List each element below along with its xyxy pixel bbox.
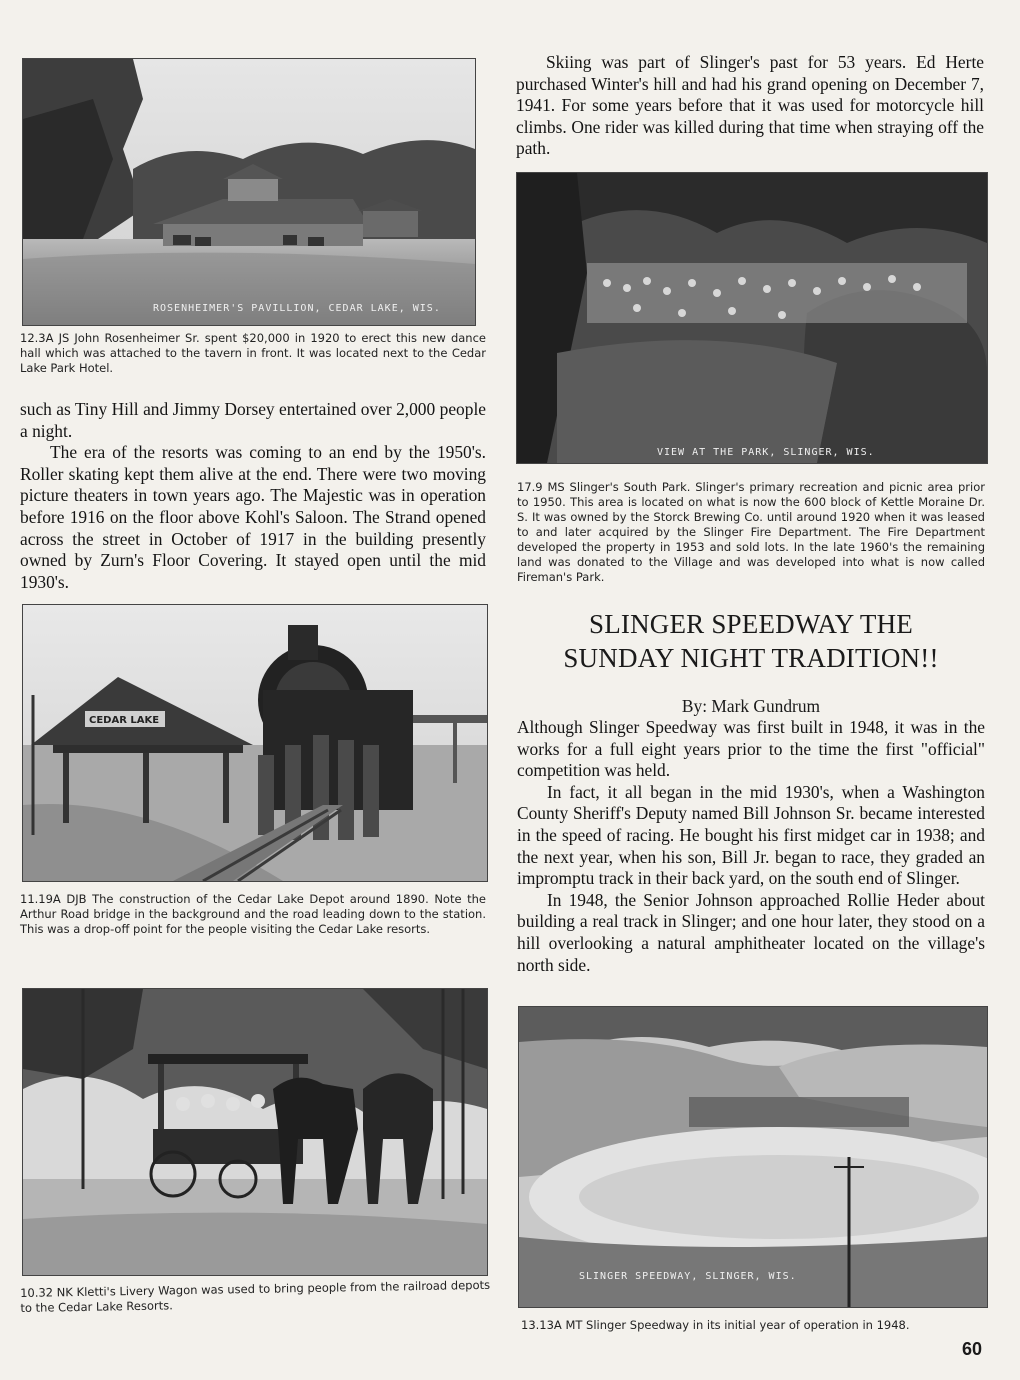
south-park-caption: 17.9 MS Slinger's South Park. Slinger's primary recreation and picnic area prior to 1950. This area is located on what is now the 600 block of Kettle Moraine Dr. S. It was owned by the Storck Brewing Co. until around 1920 when it was leased to and later acquired by the Slinger Fire Department. The Fire Department developed the property in 1953 and sold lots. In the late 1960's the remaining land was donated to the Village and was developed into what is now called Fireman's Park. bbox=[517, 480, 985, 584]
headline-line-1: SLINGER SPEEDWAY THE bbox=[588, 609, 914, 639]
south-park-photo bbox=[516, 172, 988, 464]
speedway-photo bbox=[518, 1006, 988, 1308]
depot-sign: CEDAR LAKE bbox=[89, 715, 160, 726]
south-park-photo-label: VIEW AT THE PARK, SLINGER, WIS. bbox=[657, 447, 875, 458]
article-headline bbox=[516, 607, 986, 675]
article-body bbox=[517, 717, 985, 976]
article-paragraph-3: In 1948, the Senior Johnson approached Rollie Heder about building a real track in Slinger; and one hour later, they stood on a hill overlooking a natural amphitheater located on the village's north side. bbox=[517, 889, 985, 975]
dance-hall-photo bbox=[22, 58, 476, 326]
dance-hall-caption: 12.3A JS John Rosenheimer Sr. spent $20,000 in 1920 to erect this new dance hall which was attached to the tavern in front. It was located next to the Cedar Lake Park Hotel. bbox=[20, 331, 486, 375]
page-number: 60 bbox=[962, 1339, 983, 1359]
article-paragraph-2: In fact, it all began in the mid 1930's, when a Washington County Sheriff's Deputy named Bill Johnson Sr. became interested in the speed of racing. He bought his first midget car in 1938; and the next year, when his son, Bill Jr. began to race, they graded an impromptu track in their back yard, on the south end of Slinger. bbox=[517, 781, 985, 889]
article-byline: By: Mark Gundrum bbox=[681, 696, 821, 716]
left-paragraph-2: The era of the resorts was coming to an end by the 1950's. Roller skating kept them alive at the end. There were two moving picture theaters in town years ago. The Majestic was in operation before 1916 on the floor above Kohl's Saloon. The Strand opened across the street in October of 1917 in the building presently owned by Zurn's Floor Covering. It stayed open until the mid 1930's. bbox=[20, 442, 486, 592]
speedway-caption: 13.13A MT Slinger Speedway in its initial year of operation in 1948. bbox=[521, 1318, 910, 1332]
right-intro-text: Skiing was part of Slinger's past for 53 years. Ed Herte purchased Winter's hill and had his grand opening on December 7, 1941. For some years before that it was used for motorcycle hill climbs. One rider was killed during that time when straying off the path. bbox=[516, 52, 984, 159]
depot-photo bbox=[22, 604, 488, 882]
livery-wagon-caption: 10.32 NK Kletti's Livery Wagon was used to bring people from the railroad depots to the Cedar Lake Resorts. bbox=[20, 1277, 491, 1315]
left-paragraph-1: such as Tiny Hill and Jimmy Dorsey entertained over 2,000 people a night. bbox=[20, 399, 486, 441]
livery-wagon-photo bbox=[22, 988, 488, 1276]
headline-line-2: SUNDAY NIGHT TRADITION!! bbox=[563, 643, 939, 673]
dance-hall-photo-label: ROSENHEIMER'S PAVILLION, CEDAR LAKE, WIS. bbox=[153, 303, 441, 314]
left-column-text bbox=[20, 399, 486, 593]
depot-caption: 11.19A DJB The construction of the Cedar Lake Depot around 1890. Note the Arthur Road bridge in the background and the road leading down to the station. This was a drop-off point for the people visiting the Cedar Lake resorts. bbox=[20, 892, 486, 936]
speedway-photo-label: SLINGER SPEEDWAY, SLINGER, WIS. bbox=[579, 1271, 797, 1282]
article-paragraph-1: Although Slinger Speedway was first built in 1948, it was in the works for a full eight years prior to the time the first "official" competition was held. bbox=[517, 717, 985, 781]
